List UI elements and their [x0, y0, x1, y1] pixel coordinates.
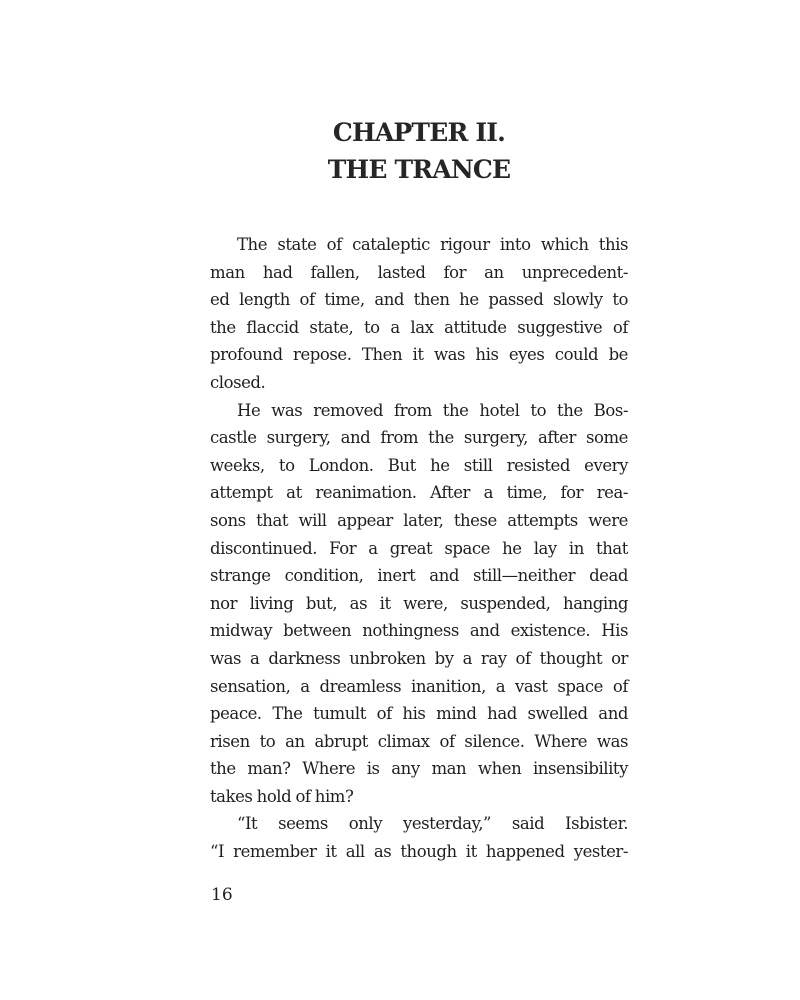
- text-line: The state of cataleptic rigour into which this: [237, 235, 628, 254]
- text-line: “I remember it all as though it happened yester-: [210, 842, 628, 862]
- text-line: midway between nothingness and existence. His: [210, 621, 628, 641]
- text-line: “It seems only yesterday,” said Isbister.: [237, 814, 628, 834]
- text-line: the flaccid state, to a lax attitude suggestive of: [210, 317, 628, 337]
- text-line: attempt at reanimation. After a time, for rea-: [210, 483, 628, 503]
- text-line: closed.: [210, 372, 266, 392]
- text-line: man had fallen, lasted for an unprecedent-: [210, 262, 628, 282]
- text-line: sensation, a dreamless inanition, a vast space of: [210, 676, 628, 696]
- text-line: was a darkness unbroken by a ray of thought or: [210, 648, 628, 668]
- text-line: profound repose. Then it was his eyes could be: [210, 345, 628, 365]
- text-line: takes hold of him?: [210, 786, 354, 806]
- text-line: He was removed from the hotel to the Bos-: [237, 400, 628, 420]
- chapter-title: THE TRANCE: [327, 155, 511, 184]
- page-number: 16: [211, 885, 233, 905]
- text-line: ed length of time, and then he passed slowly to: [210, 290, 628, 310]
- text-line: castle surgery, and from the surgery, after some: [210, 428, 628, 448]
- text-line: strange condition, inert and still—neither dead: [210, 566, 628, 586]
- text-line: risen to an abrupt climax of silence. Where was: [210, 731, 628, 751]
- chapter-heading: [210, 114, 628, 188]
- text-line: peace. The tumult of his mind had swelled and: [210, 704, 628, 724]
- chapter-number: CHAPTER II.: [332, 118, 506, 147]
- text-line: sons that will appear later, these attempts were: [210, 510, 628, 530]
- text-line: nor living but, as it were, suspended, hanging: [210, 593, 628, 613]
- text-line: the man? Where is any man when insensibility: [210, 759, 628, 779]
- text-line: discontinued. For a great space he lay in that: [210, 538, 628, 558]
- chapter-body-text: [210, 231, 628, 866]
- text-line: weeks, to London. But he still resisted every: [210, 455, 628, 475]
